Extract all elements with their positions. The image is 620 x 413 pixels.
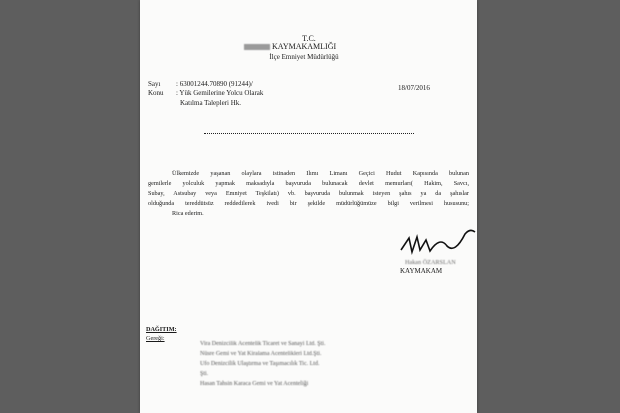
konu-line-2: Katılma Talepleri Hk. xyxy=(180,99,242,107)
header-office xyxy=(244,42,336,52)
dotted-separator xyxy=(204,133,414,134)
redacted-district-name xyxy=(244,44,270,50)
distribution-subheading: Gereği: xyxy=(146,335,165,342)
body-line-1: Ülkemizde yaşanan olaylara istinaden Ilımı Limanı Geçici Hudut Kapısında bulunan xyxy=(172,170,469,177)
signer-title: KAYMAKAM xyxy=(400,267,443,275)
distribution-line: Nüsre Gemi ve Yat Kiralama Acentelikleri Ltd.Şti. xyxy=(200,351,322,357)
header-office-label: KAYMAKAMLIĞI xyxy=(272,42,337,51)
header-department: İlçe Emniyet Müdürlüğü xyxy=(269,53,339,61)
signer-name: Hakan ÖZARSLAN xyxy=(405,259,456,266)
konu-line-1: : Yük Gemilerine Yolcu Olarak xyxy=(176,89,264,97)
body-line-2: gemilerle yolculuk yapmak maksadıyla başvuruda bulunacak devlet memurları( Hakim, Savcı, xyxy=(148,180,469,187)
letter-body xyxy=(148,170,469,218)
distribution-line: Hasan Tahsin Karaca Gemi ve Yat Acenteliği xyxy=(200,381,309,387)
distribution-heading: DAĞITIM: xyxy=(146,326,177,333)
body-closing: Rica ederim. xyxy=(172,210,204,217)
body-line-3: Subay, Astsubay veya Emniyet Teşkilatı) vb. başvuruda bulunmak isteyen şahıs ya da şahıslar xyxy=(148,190,469,197)
sayi-value: : 63001244.70890 (91244)/ xyxy=(176,80,253,88)
konu-label: Konu xyxy=(148,89,164,97)
header-tc: T.C. xyxy=(302,34,316,43)
document-date: 18/07/2016 xyxy=(398,84,430,92)
body-line-4: olduğunda tereddütsüz reddedilerek ivedi bir şekilde müdürlüğümüze bilgi verilmesi hususunu; xyxy=(148,200,469,207)
distribution-block xyxy=(146,326,326,389)
signature-scribble-icon xyxy=(395,228,477,262)
distribution-line: Vira Denizcilik Acentelik Ticaret ve Sanayi Ltd. Şti. xyxy=(200,341,326,347)
document-page xyxy=(140,0,477,413)
distribution-line: Ufo Denizcilik Ulaştırma ve Taşımacılık Tic. Ltd. Şti. xyxy=(200,361,320,377)
sayi-label: Sayı xyxy=(148,80,161,88)
